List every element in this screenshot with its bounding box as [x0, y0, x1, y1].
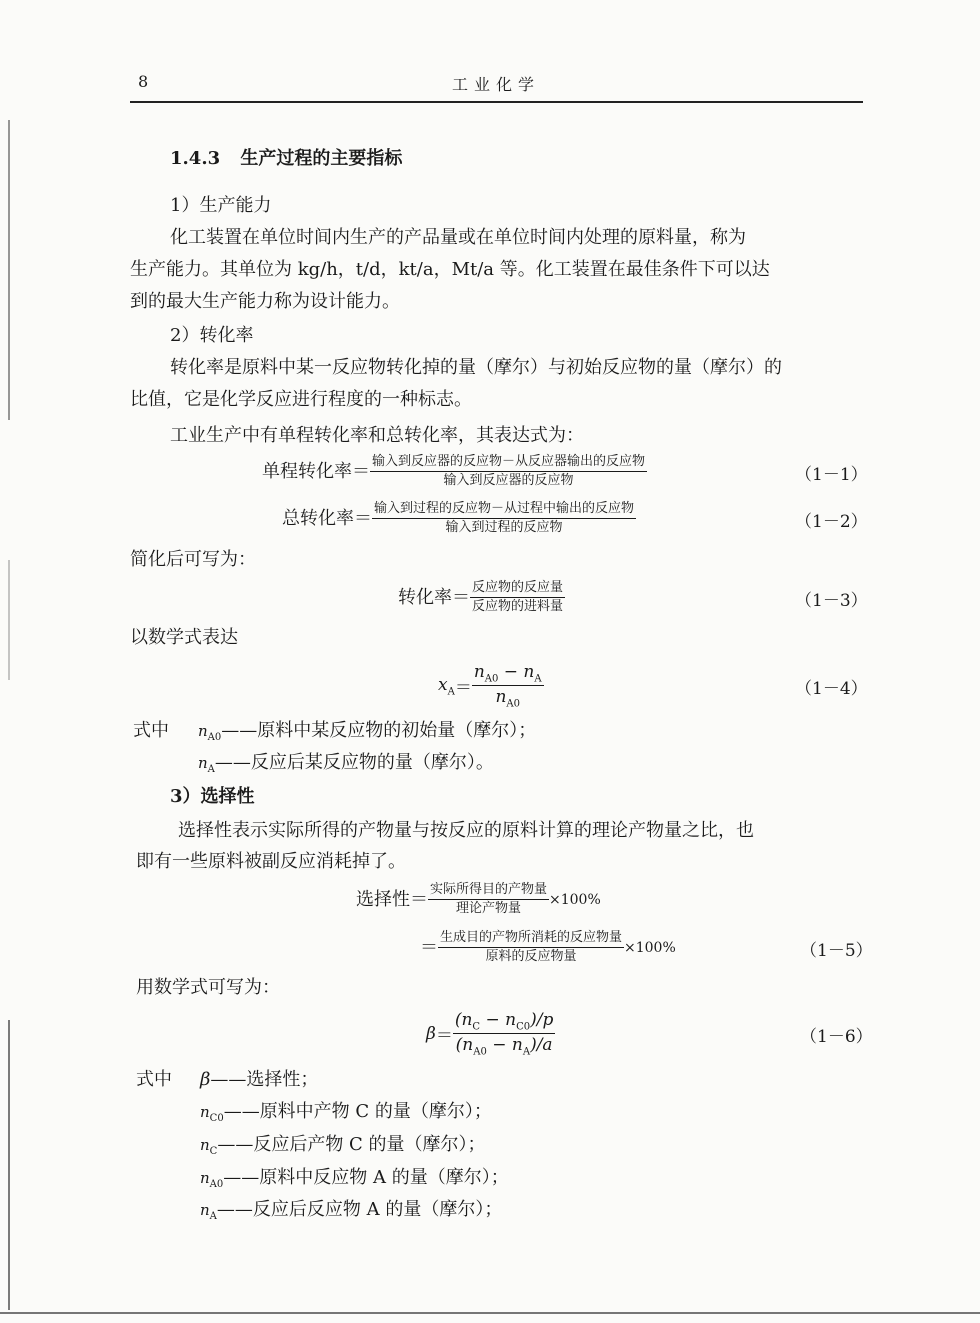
- simplified-label: 简化后可写为：: [130, 549, 256, 570]
- paragraph-line: 化工装置在单位时间内生产的产品量或在单位时间内处理的原料量，称为: [170, 227, 746, 248]
- symbol-definition: β——选择性；: [200, 1069, 319, 1090]
- equation-1-2: 总转化率 ＝ $\frac{\text{输入到过程的反应物－从过程中输出的反应物}}{\text{输入到过程的反应物}}$: [282, 501, 635, 535]
- fraction: $\frac{\text{输入到反应器的反应物－从反应器输出的反应物}}{\text{输入到反应器的反应物}}$: [372, 454, 646, 488]
- equation-1-4: $x_A$ ＝ $\frac{n_{A0} - n_A}{n_{A0}}$: [438, 662, 542, 710]
- where-label: 式中: [136, 1069, 172, 1090]
- section-title: 生产过程的主要指标: [240, 148, 403, 169]
- equation-1-5-b: ＝ $\frac{\text{生成目的产物所消耗的反应物量}}{\text{原料的反应物量}}$ ×100%: [420, 930, 676, 964]
- where-label: 式中: [133, 720, 169, 741]
- symbol-definition: $n_A——$反应后反应物 A 的量（摩尔）；: [200, 1199, 503, 1222]
- fraction: $\frac{n_{A0} - n_A}{n_{A0}}$: [473, 662, 542, 710]
- equation-lhs: 单程转化率: [262, 460, 352, 482]
- paragraph-line: 选择性表示实际所得的产物量与按反应的原料计算的理论产物量之比，也: [178, 820, 754, 841]
- symbol-definition: $n_A——$反应后某反应物的量（摩尔）。: [198, 752, 494, 775]
- fraction: $\frac{\text{反应物的反应量}}{\text{反应物的进料量}}$: [472, 580, 564, 614]
- section-heading: [170, 144, 402, 170]
- paragraph-line: 到的最大生产能力称为设计能力。: [130, 291, 400, 312]
- fraction: $\frac{\text{生成目的产物所消耗的反应物量}}{\text{原料的反应物量}}$: [440, 930, 623, 964]
- running-title: 工业化学: [452, 75, 541, 94]
- fraction: $\frac{\text{输入到过程的反应物－从过程中输出的反应物}}{\text{输入到过程的反应物}}$: [374, 501, 635, 535]
- paragraph-line: 比值，它是化学反应进行程度的一种标志。: [130, 389, 472, 410]
- equation-1-6: β ＝ $\frac{(n_C - n_{C0})/p}{(n_{A0} - n_A)/a}$: [426, 1010, 554, 1058]
- paragraph-line: 生产能力。其单位为 kg/h，t/d，kt/a，Mt/a 等。化工装置在最佳条件下可以达: [130, 259, 770, 280]
- bottom-scan-rule: [0, 1312, 980, 1314]
- page-number: 8: [138, 72, 149, 91]
- equation-number: （1－2）: [795, 512, 868, 532]
- paragraph-line: 转化率是原料中某一反应物转化掉的量（摩尔）与初始反应物的量（摩尔）的: [170, 357, 782, 378]
- equation-lhs: 总转化率: [282, 507, 354, 529]
- item-heading-capacity: 1）生产能力: [170, 195, 272, 216]
- equation-number: （1－3）: [795, 591, 868, 611]
- paragraph-line: 即有一些原料被副反应消耗掉了。: [136, 851, 406, 872]
- equation-number: （1－1）: [795, 465, 868, 485]
- paragraph-line: 工业生产中有单程转化率和总转化率，其表达式为：: [170, 425, 584, 446]
- scan-edge-mark: [8, 560, 10, 680]
- symbol-definition: $n_C——$反应后产物 C 的量（摩尔）；: [200, 1134, 486, 1157]
- equation-number: （1－5）: [800, 941, 873, 961]
- math-label-2: 用数学式可写为：: [136, 977, 280, 998]
- fraction: $\frac{(n_C - n_{C0})/p}{(n_{A0} - n_A)/a}$: [454, 1010, 554, 1058]
- symbol-definition: $n_{A0}——$原料中某反应物的初始量（摩尔）；: [198, 720, 537, 743]
- header-rule: [130, 101, 863, 103]
- symbol-definition: $n_{C0}——$原料中产物 C 的量（摩尔）；: [200, 1101, 492, 1124]
- symbol-definition: $n_{A0}——$原料中反应物 A 的量（摩尔）；: [200, 1167, 509, 1190]
- equation-number: （1－4）: [795, 679, 868, 699]
- section-number: 1.4.3: [170, 148, 221, 169]
- scan-edge-mark: [8, 120, 10, 420]
- item-heading-selectivity: 3）选择性: [170, 786, 255, 807]
- scan-edge-mark: [8, 1020, 10, 1310]
- equation-1-1: 单程转化率 ＝ $\frac{\text{输入到反应器的反应物－从反应器输出的反应物}}{\text{输入到反应器的反应物}}$: [262, 454, 646, 488]
- equation-number: （1－6）: [800, 1027, 873, 1047]
- item-heading-conversion: 2）转化率: [170, 325, 254, 346]
- equation-1-3: 转化率 ＝ $\frac{\text{反应物的反应量}}{\text{反应物的进料量}}$: [398, 580, 564, 614]
- equation-lhs: 转化率: [398, 586, 452, 608]
- equation-lhs: 选择性: [356, 888, 410, 910]
- equation-1-5-a: 选择性 ＝ $\frac{\text{实际所得目的产物量}}{\text{理论产物量}}$ ×100%: [356, 882, 601, 916]
- math-label: 以数学式表达: [130, 627, 238, 648]
- fraction: $\frac{\text{实际所得目的产物量}}{\text{理论产物量}}$: [430, 882, 548, 916]
